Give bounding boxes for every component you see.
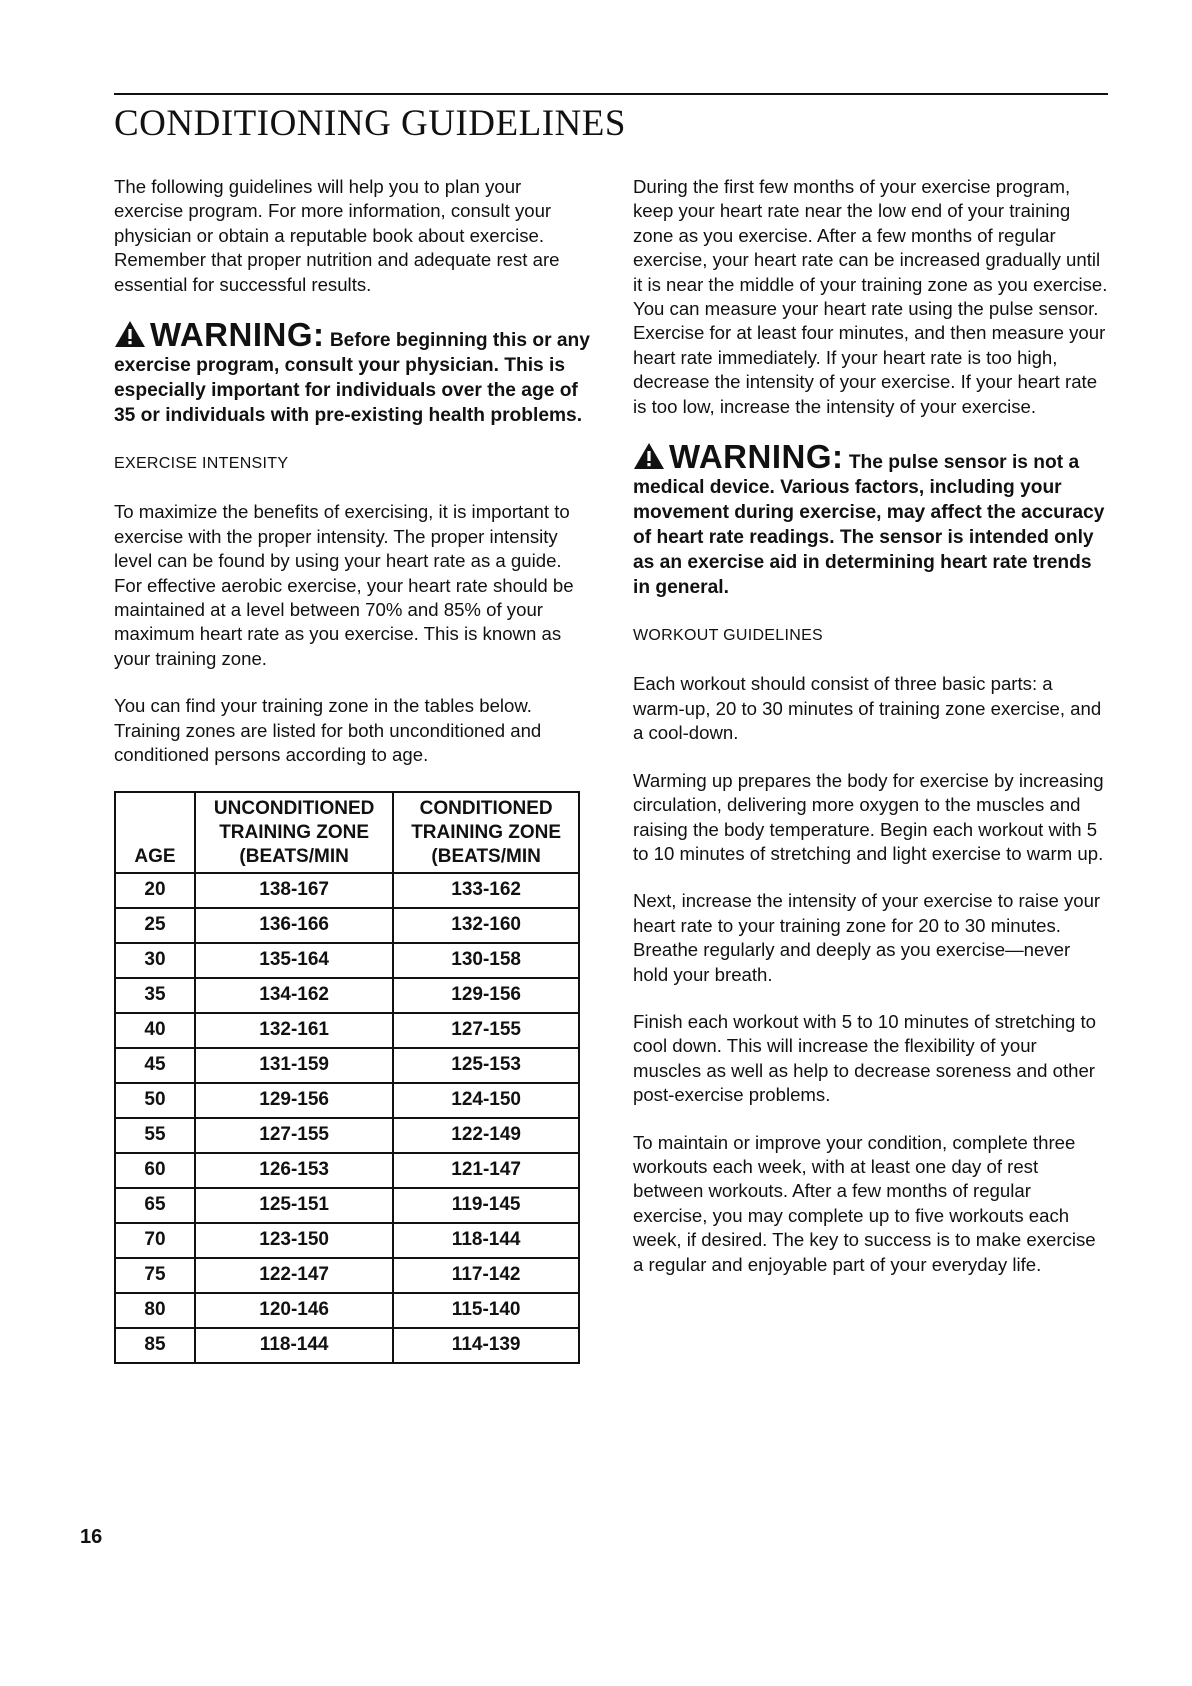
age-cell: 85 — [115, 1328, 195, 1363]
age-cell: 80 — [115, 1293, 195, 1328]
conditioned-cell: 127-155 — [393, 1013, 579, 1048]
warning-triangle-icon — [633, 442, 665, 470]
table-row — [115, 1013, 579, 1048]
unconditioned-cell: 127-155 — [195, 1118, 393, 1153]
table-row — [115, 1083, 579, 1118]
header-rule — [114, 93, 1108, 95]
workout-parts-paragraph: Each workout should consist of three basic parts: a warm-up, 20 to 30 minutes of training zone exercise, and a cool-down. — [633, 673, 1102, 744]
warning-triangle-icon — [114, 320, 146, 348]
conditioned-cell: 118-144 — [393, 1223, 579, 1258]
age-cell: 50 — [115, 1083, 195, 1118]
unconditioned-cell: 129-156 — [195, 1083, 393, 1118]
table-row — [115, 1328, 579, 1363]
conditioned-cell: 132-160 — [393, 908, 579, 943]
unconditioned-header: UNCONDITIONED TRAINING ZONE (BEATS/MIN — [195, 792, 393, 873]
table-row — [115, 1258, 579, 1293]
unconditioned-cell: 131-159 — [195, 1048, 393, 1083]
table-row — [115, 1118, 579, 1153]
intro-paragraph: The following guidelines will help you to plan your exercise program. For more information, consult your physician or obtain a reputable book about exercise. Remember that proper nutrition and adequate rest are essential for successful results. — [114, 176, 560, 295]
age-cell: 65 — [115, 1188, 195, 1223]
conditioned-cell: 117-142 — [393, 1258, 579, 1293]
heart-rate-paragraph: During the first few months of your exercise program, keep your heart rate near the low end of your training zone as you exercise. After a few months of regular exercise, your heart rate can be increased gradually until it is near the middle of your training zone as you exercise. You can measure your heart rate using the pulse sensor. Exercise for at least four minutes, and then measure your heart rate immediately. If your heart rate is too high, decrease the intensity of your exercise. If your heart rate is too low, increase the intensity of your exercise. — [633, 176, 1108, 417]
table-row — [115, 1223, 579, 1258]
table-header-row — [115, 792, 579, 873]
conditioned-cell: 130-158 — [393, 943, 579, 978]
age-cell: 60 — [115, 1153, 195, 1188]
age-cell: 75 — [115, 1258, 195, 1293]
conditioned-cell: 119-145 — [393, 1188, 579, 1223]
warning-block-1 — [114, 316, 594, 428]
unconditioned-cell: 123-150 — [195, 1223, 393, 1258]
unconditioned-cell: 125-151 — [195, 1188, 393, 1223]
unconditioned-cell: 118-144 — [195, 1328, 393, 1363]
table-row — [115, 873, 579, 908]
age-cell: 20 — [115, 873, 195, 908]
conditioned-header: CONDITIONED TRAINING ZONE (BEATS/MIN — [393, 792, 579, 873]
unconditioned-cell: 126-153 — [195, 1153, 393, 1188]
conditioned-cell: 122-149 — [393, 1118, 579, 1153]
age-cell: 70 — [115, 1223, 195, 1258]
training-zone-rows — [115, 873, 579, 1363]
warning-word: WARNING: — [150, 316, 325, 354]
page-title: CONDITIONING GUIDELINES — [114, 103, 626, 144]
table-row — [115, 1048, 579, 1083]
intensity-paragraph: To maximize the benefits of exercising, it is important to exercise with the proper intensity. The proper intensity level can be found by using your heart rate as a guide. For effective aerobic exercise, your heart rate should be maintained at a level between 70% and 85% of your maximum heart rate as you exercise. This is known as your training zone. — [114, 501, 574, 669]
unconditioned-cell: 122-147 — [195, 1258, 393, 1293]
age-cell: 30 — [115, 943, 195, 978]
table-row — [115, 1293, 579, 1328]
conditioned-cell: 124-150 — [393, 1083, 579, 1118]
unconditioned-cell: 136-166 — [195, 908, 393, 943]
training-zone-exercise-paragraph: Next, increase the intensity of your exercise to raise your heart rate to your training zone for 20 to 30 minutes. Breathe regularly and deeply as you exercise—never hold your breath. — [633, 890, 1101, 985]
conditioned-cell: 121-147 — [393, 1153, 579, 1188]
cool-down-paragraph: Finish each workout with 5 to 10 minutes of stretching to cool down. This will increase the flexibility of your muscles as well as help to decrease soreness and other post-exercise problems. — [633, 1010, 1097, 1106]
training-zone-paragraph: You can find your training zone in the tables below. Training zones are listed for both unconditioned and conditioned persons according to age. — [114, 695, 542, 766]
unconditioned-cell: 135-164 — [195, 943, 393, 978]
unconditioned-cell: 132-161 — [195, 1013, 393, 1048]
right-column — [633, 175, 1108, 1300]
page-number: 16 — [80, 1526, 103, 1548]
age-cell: 35 — [115, 978, 195, 1013]
warning-word: WARNING: — [669, 438, 844, 476]
left-column — [114, 175, 594, 1364]
unconditioned-cell: 134-162 — [195, 978, 393, 1013]
conditioned-cell: 129-156 — [393, 978, 579, 1013]
unconditioned-cell: 138-167 — [195, 873, 393, 908]
age-cell: 45 — [115, 1048, 195, 1083]
warm-up-paragraph: Warming up prepares the body for exercise by increasing circulation, delivering more oxygen to the muscles and raising the body temperature. Begin each workout with 5 to 10 minutes of stretching and light exercise to warm up. — [633, 769, 1104, 864]
conditioned-cell: 125-153 — [393, 1048, 579, 1083]
warning-text: Before beginning this or any exercise program, consult your physician. This is especially important for individuals over the age of 35 or individuals with pre-existing health problems. — [114, 330, 590, 427]
table-row — [115, 908, 579, 943]
table-row — [115, 978, 579, 1013]
age-cell: 25 — [115, 908, 195, 943]
table-row — [115, 943, 579, 978]
warning-text: The pulse sensor is not a medical device. Various factors, including your movement during exercise, may affect the accuracy of heart rate readings. The sensor is intended only as an exercise aid in determining heart rate trends in general. — [633, 452, 1105, 599]
weekly-workouts-paragraph: To maintain or improve your condition, complete three workouts each week, with at least one day of rest between workouts. After a few months of regular exercise, you may complete up to five workouts each week, if desired. The key to success is to make exercise a regular and enjoyable part of your everyday life. — [633, 1131, 1096, 1275]
table-row — [115, 1188, 579, 1223]
conditioned-cell: 133-162 — [393, 873, 579, 908]
training-zone-table — [114, 791, 580, 1364]
table-row — [115, 1153, 579, 1188]
workout-guidelines-heading: WORKOUT GUIDELINES — [633, 627, 824, 645]
age-cell: 40 — [115, 1013, 195, 1048]
conditioned-cell: 114-139 — [393, 1328, 579, 1363]
age-header: AGE — [115, 792, 195, 873]
conditioned-cell: 115-140 — [393, 1293, 579, 1328]
exercise-intensity-heading: EXERCISE INTENSITY — [114, 455, 289, 473]
warning-block-2 — [633, 438, 1108, 600]
unconditioned-cell: 120-146 — [195, 1293, 393, 1328]
age-cell: 55 — [115, 1118, 195, 1153]
